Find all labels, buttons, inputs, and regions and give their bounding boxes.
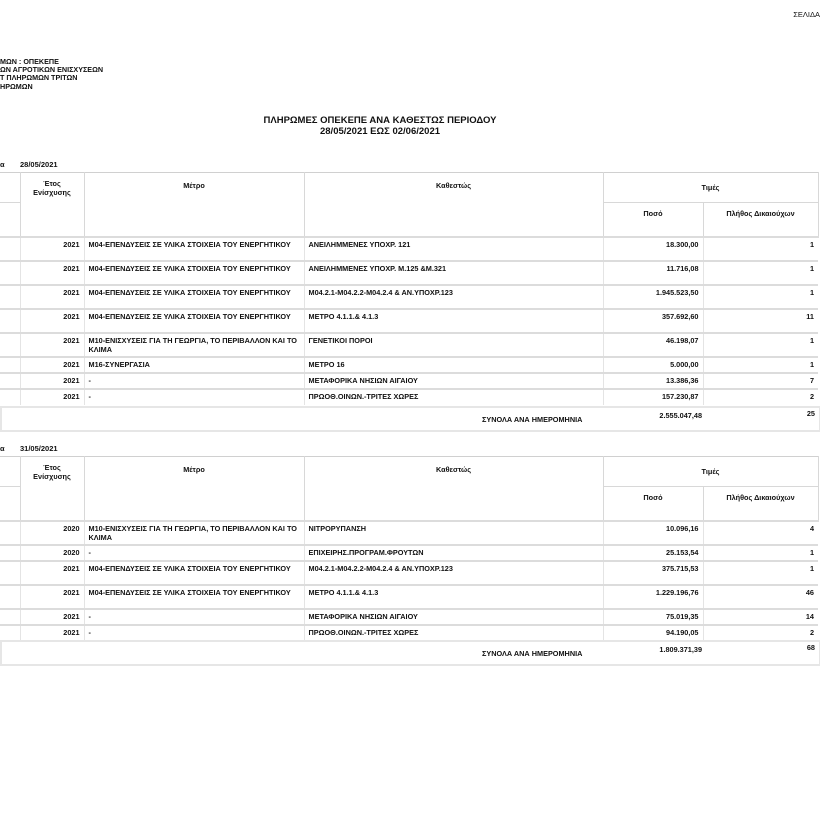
cell-measure: Μ04-ΕΠΕΝΔΥΣΕΙΣ ΣΕ ΥΛΙΚΑ ΣΤΟΙΧΕΙΑ ΤΟΥ ΕΝΕΡΓΗΤΙΚΟΥ: [84, 309, 304, 333]
cell-year: 2021: [20, 285, 84, 309]
date-value: 31/05/2021: [20, 444, 58, 453]
table-row: [0, 545, 818, 561]
total-amount: 2.555.047,48: [659, 411, 702, 420]
cell-regime: ΜΕΤΡΟ 16: [304, 357, 603, 373]
cell-year: 2021: [20, 389, 84, 405]
col-year-header: Έτος Ενίσχυσης: [20, 173, 84, 237]
cell-amount: 94.190,05: [603, 625, 703, 641]
cell-year: 2020: [20, 545, 84, 561]
cell-amount: 25.153,54: [603, 545, 703, 561]
page-label: ΣΕΛΙΔΑ: [793, 10, 820, 19]
cell-amount: 157.230,87: [603, 389, 703, 405]
cell-year: 2021: [20, 561, 84, 585]
table-row: [0, 561, 818, 585]
cell-measure: Μ04-ΕΠΕΝΔΥΣΕΙΣ ΣΕ ΥΛΙΚΑ ΣΤΟΙΧΕΙΑ ΤΟΥ ΕΝΕΡΓΗΤΙΚΟΥ: [84, 561, 304, 585]
section-total-row: [0, 406, 820, 432]
org-line: ΜΩΝ : ΟΠΕΚΕΠΕ: [0, 57, 59, 66]
cell-regime: Μ04.2.1-Μ04.2.2-Μ04.2.4 & ΑΝ.ΥΠΟΧΡ.123: [304, 285, 603, 309]
section-date: [0, 444, 58, 453]
total-label: ΣΥΝΟΛΑ ΑΝΑ ΗΜΕΡΟΜΗΝΙΑ: [482, 415, 583, 424]
cell-year: 2020: [20, 521, 84, 545]
report-period: 28/05/2021 ΕΩΣ 02/06/2021: [319, 126, 441, 137]
cell-amount: 11.716,08: [603, 261, 703, 285]
cell-amount: 75.019,35: [603, 609, 703, 625]
cell-measure: Μ16-ΣΥΝΕΡΓΑΣΙΑ: [84, 357, 304, 373]
cell-year: 2021: [20, 333, 84, 357]
date-value: 28/05/2021: [20, 160, 58, 169]
payments-table: [0, 172, 819, 405]
cell-regime: ΕΠΙΧΕΙΡΗΣ.ΠΡΟΓΡΑΜ.ΦΡΟΥΤΩΝ: [304, 545, 603, 561]
cell-year: 2021: [20, 309, 84, 333]
cell-measure: -: [84, 609, 304, 625]
org-line: Τ ΠΛΗΡΩΜΩΝ ΤΡΙΤΩΝ: [0, 73, 78, 83]
cell-beneficiaries: 2: [703, 389, 818, 405]
cell-beneficiaries: 11: [703, 309, 818, 333]
cell-regime: ΜΕΤΡΟ 4.1.1.& 4.1.3: [304, 309, 603, 333]
cell-beneficiaries: 2: [703, 625, 818, 641]
cell-amount: 13.386,36: [603, 373, 703, 389]
cell-amount: 5.000,00: [603, 357, 703, 373]
cell-year: 2021: [20, 357, 84, 373]
cell-measure: Μ04-ΕΠΕΝΔΥΣΕΙΣ ΣΕ ΥΛΙΚΑ ΣΤΟΙΧΕΙΑ ΤΟΥ ΕΝΕΡΓΗΤΙΚΟΥ: [84, 585, 304, 609]
cell-year: 2021: [20, 609, 84, 625]
total-beneficiaries: 68: [806, 643, 815, 652]
cell-regime: ΜΕΤΑΦΟΡΙΚΑ ΝΗΣΙΩΝ ΑΙΓΑΙΟΥ: [304, 609, 603, 625]
cell-measure: Μ04-ΕΠΕΝΔΥΣΕΙΣ ΣΕ ΥΛΙΚΑ ΣΤΟΙΧΕΙΑ ΤΟΥ ΕΝΕΡΓΗΤΙΚΟΥ: [84, 261, 304, 285]
total-label: ΣΥΝΟΛΑ ΑΝΑ ΗΜΕΡΟΜΗΝΙΑ: [482, 649, 583, 658]
col-amount-header: Ποσό: [603, 487, 703, 521]
col-regime-header: Καθεστώς: [304, 457, 603, 521]
total-beneficiaries: 25: [806, 409, 815, 418]
cell-regime: ΓΕΝΕΤΙΚΟΙ ΠΟΡΟΙ: [304, 333, 603, 357]
org-line: ΗΡΩΜΩΝ: [0, 81, 33, 91]
col-year-header: Έτος Ενίσχυσης: [20, 457, 84, 521]
organization-header: [0, 58, 103, 91]
table-row: [0, 389, 818, 405]
payments-table: [0, 456, 819, 641]
cell-amount: 357.692,60: [603, 309, 703, 333]
cell-regime: ΠΡΩΟΘ.ΟΙΝΩΝ.-ΤΡΙΤΕΣ ΧΩΡΕΣ: [304, 389, 603, 405]
report-title: ΠΛΗΡΩΜΕΣ ΟΠΕΚΕΠΕ ΑΝΑ ΚΑΘΕΣΤΩΣ ΠΕΡΙΟΔΟΥ: [263, 115, 497, 126]
cell-regime: ΑΝΕΙΛΗΜΜΕΝΕΣ ΥΠΟΧΡ. Μ.125 &Μ.321: [304, 261, 603, 285]
cell-measure: -: [84, 373, 304, 389]
cell-year: 2021: [20, 585, 84, 609]
org-line: ΩΝ ΑΓΡΟΤΙΚΩΝ ΕΝΙΣΧΥΣΕΩΝ: [0, 65, 104, 75]
table-row: [0, 625, 818, 641]
cell-amount: 1.945.523,50: [603, 285, 703, 309]
cell-amount: 375.715,53: [603, 561, 703, 585]
col-beneficiaries-header: Πλήθος Δικαιούχων: [703, 487, 818, 521]
date-label: α: [0, 444, 5, 453]
cell-beneficiaries: 1: [703, 333, 818, 357]
cell-beneficiaries: 1: [703, 285, 818, 309]
cell-measure: -: [84, 545, 304, 561]
cell-measure: Μ10-ΕΝΙΣΧΥΣΕΙΣ ΓΙΑ ΤΗ ΓΕΩΡΓΙΑ, ΤΟ ΠΕΡΙΒΑΛΛΟΝ ΚΑΙ ΤΟ ΚΛΙΜΑ: [84, 333, 304, 357]
cell-regime: ΝΙΤΡΟΡΥΠΑΝΣΗ: [304, 521, 603, 545]
cell-beneficiaries: 14: [703, 609, 818, 625]
total-amount: 1.809.371,39: [659, 645, 702, 654]
col-values-header: Τιμές: [603, 457, 818, 487]
cell-regime: ΠΡΩΟΘ.ΟΙΝΩΝ.-ΤΡΙΤΕΣ ΧΩΡΕΣ: [304, 625, 603, 641]
cell-regime: Μ04.2.1-Μ04.2.2-Μ04.2.4 & ΑΝ.ΥΠΟΧΡ.123: [304, 561, 603, 585]
cell-regime: ΑΝΕΙΛΗΜΜΕΝΕΣ ΥΠΟΧΡ. 121: [304, 237, 603, 261]
date-label: α: [0, 160, 5, 169]
table-row: [0, 585, 818, 609]
col-measure-header: Μέτρο: [84, 173, 304, 237]
cell-beneficiaries: 1: [703, 561, 818, 585]
table-row: [0, 357, 818, 373]
col-amount-header: Ποσό: [603, 203, 703, 237]
cell-year: 2021: [20, 261, 84, 285]
table-row: [0, 261, 818, 285]
cell-year: 2021: [20, 625, 84, 641]
table-row: [0, 285, 818, 309]
col-regime-header: Καθεστώς: [304, 173, 603, 237]
cell-beneficiaries: 46: [703, 585, 818, 609]
cell-beneficiaries: 1: [703, 237, 818, 261]
col-beneficiaries-header: Πλήθος Δικαιούχων: [703, 203, 818, 237]
section-total-row: [0, 640, 820, 666]
table-row: [0, 333, 818, 357]
col-values-header: Τιμές: [603, 173, 818, 203]
cell-beneficiaries: 4: [703, 521, 818, 545]
cell-beneficiaries: 1: [703, 545, 818, 561]
cell-amount: 1.229.196,76: [603, 585, 703, 609]
cell-measure: Μ10-ΕΝΙΣΧΥΣΕΙΣ ΓΙΑ ΤΗ ΓΕΩΡΓΙΑ, ΤΟ ΠΕΡΙΒΑΛΛΟΝ ΚΑΙ ΤΟ ΚΛΙΜΑ: [84, 521, 304, 545]
section-date: [0, 160, 58, 169]
cell-amount: 46.198,07: [603, 333, 703, 357]
cell-measure: Μ04-ΕΠΕΝΔΥΣΕΙΣ ΣΕ ΥΛΙΚΑ ΣΤΟΙΧΕΙΑ ΤΟΥ ΕΝΕΡΓΗΤΙΚΟΥ: [84, 237, 304, 261]
table-row: [0, 521, 818, 545]
cell-regime: ΜΕΤΡΟ 4.1.1.& 4.1.3: [304, 585, 603, 609]
cell-beneficiaries: 1: [703, 357, 818, 373]
table-row: [0, 373, 818, 389]
cell-beneficiaries: 7: [703, 373, 818, 389]
cell-beneficiaries: 1: [703, 261, 818, 285]
table-row: [0, 609, 818, 625]
table-row: [0, 237, 818, 261]
cell-regime: ΜΕΤΑΦΟΡΙΚΑ ΝΗΣΙΩΝ ΑΙΓΑΙΟΥ: [304, 373, 603, 389]
cell-year: 2021: [20, 373, 84, 389]
cell-amount: 18.300,00: [603, 237, 703, 261]
cell-amount: 10.096,16: [603, 521, 703, 545]
cell-measure: -: [84, 625, 304, 641]
table-row: [0, 309, 818, 333]
col-measure-header: Μέτρο: [84, 457, 304, 521]
cell-measure: Μ04-ΕΠΕΝΔΥΣΕΙΣ ΣΕ ΥΛΙΚΑ ΣΤΟΙΧΕΙΑ ΤΟΥ ΕΝΕΡΓΗΤΙΚΟΥ: [84, 285, 304, 309]
cell-year: 2021: [20, 237, 84, 261]
cell-measure: -: [84, 389, 304, 405]
